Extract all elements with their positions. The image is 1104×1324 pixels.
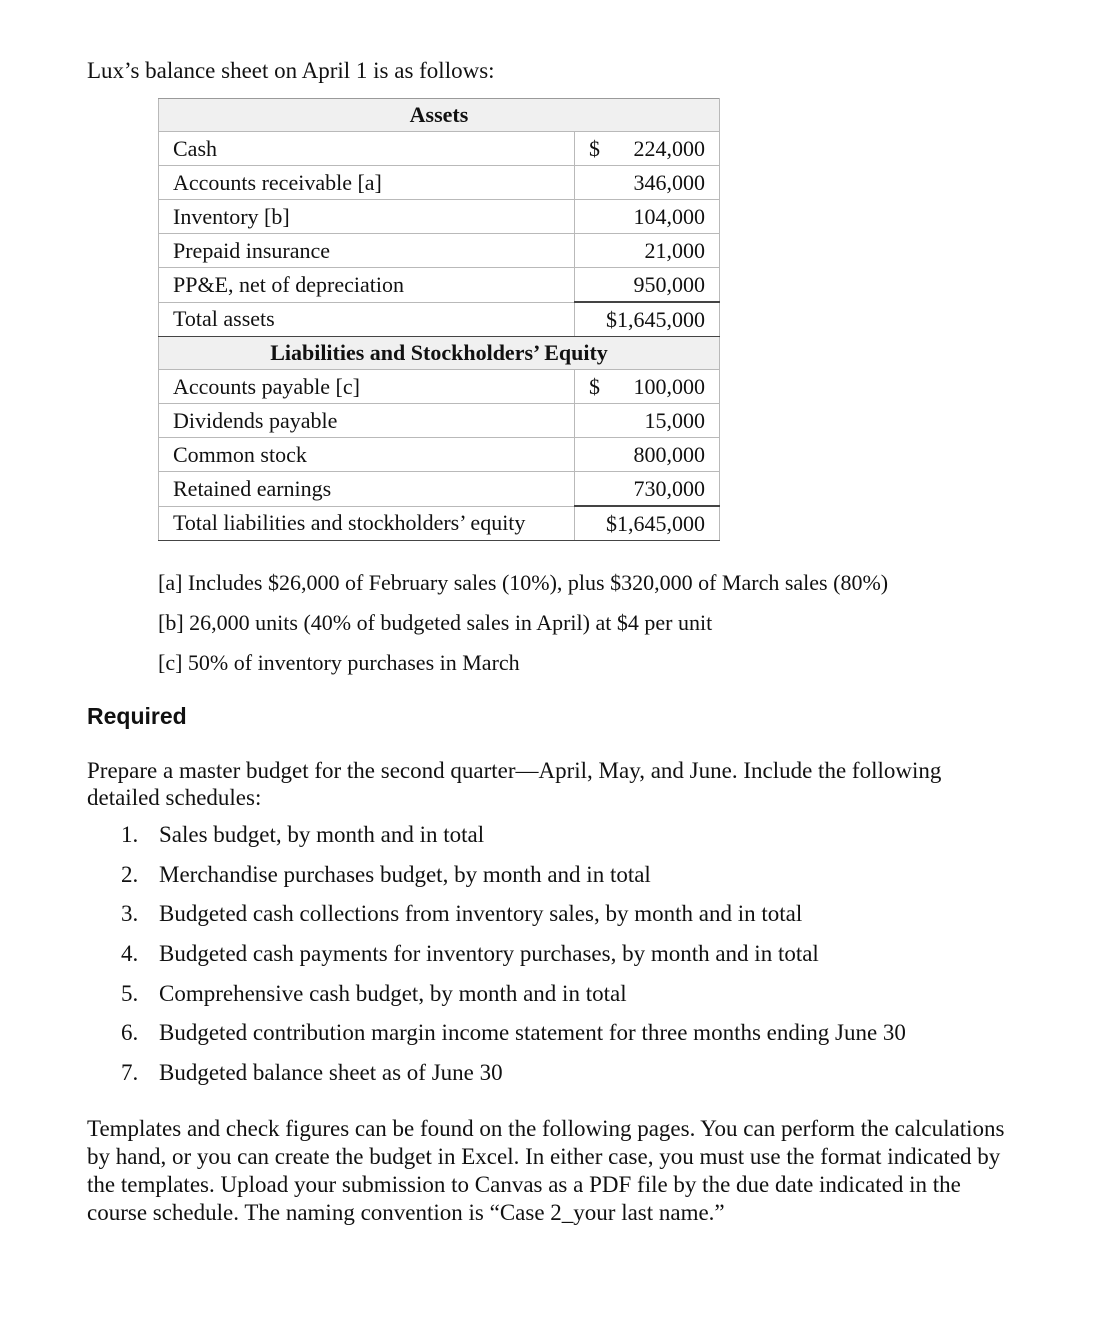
table-row [159,438,720,472]
list-text: Budgeted contribution margin income statement for three months ending June 30 [159,1020,906,1046]
list-text: Budgeted cash collections from inventory sales, by month and in total [159,901,803,927]
table-row [159,200,720,234]
required-text: Prepare a master budget for the second quarter—April, May, and June. Include the following detailed schedules: [87,758,942,810]
total-assets-row [159,302,720,337]
list-number: 7. [121,1060,139,1086]
liabilities-header-row [159,337,720,370]
list-item [121,979,906,1019]
list-number: 3. [121,901,139,927]
footnotes [158,568,888,688]
list-item [121,1058,906,1098]
row-amount [575,132,720,166]
list-item [121,899,906,939]
row-amount: 346,000 [575,166,720,200]
list-number: 6. [121,1020,139,1046]
table-row [159,370,720,404]
schedule-list [121,820,906,1098]
list-item [121,860,906,900]
list-item [121,1018,906,1058]
amount-value: 100,000 [633,373,705,399]
row-label: Inventory [b] [159,200,575,234]
list-text: Sales budget, by month and in total [159,822,485,847]
row-label: Total assets [159,302,575,337]
row-amount: 730,000 [575,472,720,507]
liabilities-header: Liabilities and Stockholders’ Equity [159,337,720,370]
footnote: [a] Includes $26,000 of February sales (10%), plus $320,000 of March sales (80%) [158,570,889,595]
table-row [159,404,720,438]
table-row [159,166,720,200]
list-item [121,939,906,979]
row-label: Dividends payable [159,404,575,438]
currency-symbol: $ [589,373,600,399]
intro-text: Lux’s balance sheet on April 1 is as follows: [87,58,495,83]
required-heading: Required [87,703,187,729]
table-row [159,472,720,507]
table-row [159,268,720,303]
row-amount: 104,000 [575,200,720,234]
balance-sheet-table [158,98,720,541]
list-text: Budgeted cash payments for inventory purchases, by month and in total [159,941,819,967]
list-text: Budgeted balance sheet as of June 30 [159,1060,503,1086]
row-label: PP&E, net of depreciation [159,268,575,303]
table-row [159,132,720,166]
closing-text: Templates and check figures can be found on the following pages. You can perform the calculations by hand, or you can create the budget in Excel. In either case, you must use the format indicated by the templates. Upload your submission to Canvas as a PDF file by the due date indicated in the course schedule. The naming convention is “Case 2_your last name.” [87,1116,1005,1225]
amount-value: 224,000 [633,135,705,161]
row-amount: 800,000 [575,438,720,472]
list-text: Comprehensive cash budget, by month and in total [159,980,627,1006]
row-amount [575,370,720,404]
list-number: 1. [121,822,139,847]
row-label: Prepaid insurance [159,234,575,268]
row-amount: 950,000 [575,268,720,303]
footnote: [c] 50% of inventory purchases in March [158,650,520,675]
list-number: 4. [121,941,139,967]
assets-header: Assets [159,99,720,132]
row-label: Total liabilities and stockholders’ equity [159,506,575,541]
footnote: [b] 26,000 units (40% of budgeted sales in April) at $4 per unit [158,610,713,635]
row-label: Cash [159,132,575,166]
row-amount: 15,000 [575,404,720,438]
list-number: 5. [121,980,139,1006]
row-amount: $1,645,000 [575,302,720,337]
list-text: Merchandise purchases budget, by month and in total [159,861,651,887]
list-item [121,820,906,860]
list-number: 2. [121,861,139,887]
row-label: Accounts receivable [a] [159,166,575,200]
total-liabilities-row [159,506,720,541]
row-label: Accounts payable [c] [159,370,575,404]
table-row [159,234,720,268]
row-amount: 21,000 [575,234,720,268]
row-amount: $1,645,000 [575,506,720,541]
row-label: Common stock [159,438,575,472]
assets-header-row [159,99,720,132]
row-label: Retained earnings [159,472,575,507]
currency-symbol: $ [589,135,600,161]
